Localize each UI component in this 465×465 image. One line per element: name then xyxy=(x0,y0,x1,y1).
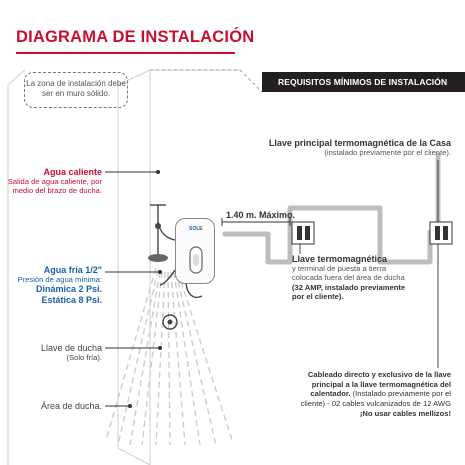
title-underline xyxy=(16,52,235,54)
pipe-network xyxy=(225,155,438,262)
breaker-box-icon xyxy=(292,222,314,244)
breaker-strong-1: (32 AMP, instalado previamente xyxy=(292,282,406,292)
cold-water-title: Agua fría 1/2" xyxy=(43,265,102,275)
cold-water-callout xyxy=(18,265,102,306)
hot-water-callout xyxy=(0,167,102,195)
cold-water-dynamic: Dinámica 2 Psi. xyxy=(35,284,102,295)
breaker-callout xyxy=(292,254,405,301)
heater-logo: SOLE xyxy=(189,226,203,232)
shower-valve-title: Llave de ducha xyxy=(40,343,102,353)
breaker-line-1: y terminal de puesta a tierra xyxy=(292,264,387,273)
cabling-bold-1: Cableado directo y exclusivo de la llave principal a la llave termomagnética del calentador. xyxy=(307,370,451,399)
breaker-title: Llave termomagnética xyxy=(292,254,388,264)
cabling-text: (Instalado previamente por el cliente) - 02 cables vulcanizados de 12 AWG xyxy=(300,389,451,409)
requirements-banner: REQUISITOS MÍNIMOS DE INSTALACIÓN xyxy=(262,72,465,92)
main-breaker-callout xyxy=(269,138,451,157)
main-breaker-title: Llave principal termomagnética de la Casa xyxy=(268,138,451,148)
hot-water-title: Agua caliente xyxy=(43,167,102,177)
shower-area-callout xyxy=(41,401,102,411)
main-breaker-box-icon xyxy=(430,222,452,244)
shower-area-title: Área de ducha. xyxy=(40,401,102,411)
hot-water-desc: Salida de agua caliente, por medio del brazo de ducha. xyxy=(7,177,102,196)
heater-window-icon xyxy=(189,246,203,274)
cabling-note xyxy=(291,370,451,419)
shower-valve-desc: (Solo fría). xyxy=(66,353,102,362)
cold-water-static: Estática 8 Psi. xyxy=(41,294,102,305)
page-title: DIAGRAMA DE INSTALACIÓN xyxy=(16,28,255,46)
cabling-bold-2: ¡No usar cables mellizos! xyxy=(359,408,451,418)
main-breaker-desc: (instalado previamente por el cliente). xyxy=(324,148,451,157)
shower-valve-callout xyxy=(41,343,102,362)
installation-zone-note: La zona de instalación debe ser en muro sólido. xyxy=(24,72,128,108)
breaker-strong-2: por el cliente). xyxy=(292,291,344,301)
cold-water-desc: Presión de agua mínima: xyxy=(17,275,102,284)
room-outline-dashed xyxy=(150,70,262,92)
breaker-line-2: colocada fuera del área de ducha xyxy=(292,273,405,283)
water-spray xyxy=(106,268,232,445)
max-distance-label: 1.40 m. Máximo. xyxy=(226,210,296,220)
